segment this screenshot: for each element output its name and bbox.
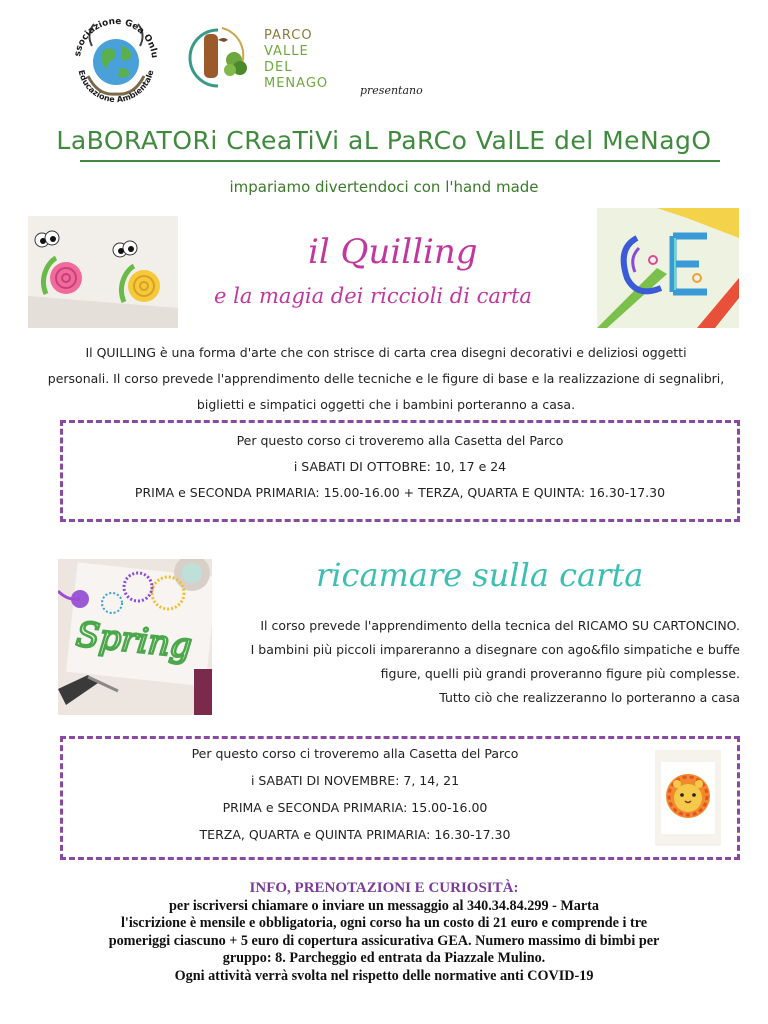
lion-craft-photo bbox=[655, 750, 721, 846]
ricamo-description-line: Il corso prevede l'apprendimento della tecnica del RICAMO SU CARTONCINO. bbox=[260, 618, 740, 633]
parco-logo-line-2: VALLE DEL bbox=[264, 44, 309, 75]
quilling-schedule bbox=[60, 428, 740, 506]
info-line: per iscriversi chiamare o inviare un messaggio al 340.34.84.299 - Marta bbox=[169, 897, 599, 914]
gea-logo bbox=[66, 6, 166, 110]
gea-logo-top-text: ssociazione Gea Onlu bbox=[73, 16, 160, 59]
ricamo-schedule bbox=[140, 740, 570, 848]
subtitle: impariamo divertendoci con l'hand made bbox=[229, 178, 539, 196]
quilling-description-line: biglietti e simpatici oggetti che i bambini porteranno a casa. bbox=[196, 397, 576, 412]
gea-logo-bottom-text: Educazione Ambientale bbox=[76, 69, 156, 105]
ricamo-title: ricamare sulla carta bbox=[316, 556, 644, 594]
quilling-subtitle: e la magia dei riccioli di carta bbox=[214, 284, 532, 308]
ricamo-schedule-line: Per questo corso ci troveremo alla Casetta del Parco bbox=[191, 746, 519, 761]
presentano-label: presentano bbox=[360, 84, 423, 97]
quilled-letters-photo bbox=[597, 208, 739, 328]
quilling-description-line: personali. Il corso prevede l'apprendimento delle tecniche e le figure di base e la realizzazione di segnalibri, bbox=[47, 371, 725, 386]
info-line: gruppo: 8. Parcheggio ed entrata da Piazzale Mulino. bbox=[222, 950, 546, 967]
parco-logo-text bbox=[264, 28, 338, 92]
quilling-schedule-line: i SABATI DI OTTOBRE: 10, 17 e 24 bbox=[293, 459, 507, 474]
quilling-schedule-line: Per questo corso ci troveremo alla Casetta del Parco bbox=[236, 433, 564, 448]
embroidery-spring-photo bbox=[58, 559, 212, 715]
main-title: LaBORATORi CReaTiVi aL PaRCo ValLE del MeNagO bbox=[56, 126, 712, 155]
parco-logo-line-1: PARCO bbox=[264, 28, 313, 43]
info-line: pomeriggi ciascuno + 5 euro di copertura assicurativa GEA. Numero massimo di bimbi per bbox=[108, 932, 660, 949]
spring-embroidered-text: Spring bbox=[74, 614, 194, 667]
parco-logo-line-3: MENAGO bbox=[264, 76, 329, 91]
ricamo-schedule-line: PRIMA e SECONDA PRIMARIA: 15.00-16.00 bbox=[222, 800, 488, 815]
info-heading: INFO, PRENOTAZIONI E CURIOSITÀ: bbox=[249, 880, 519, 896]
quilling-schedule-line: PRIMA e SECONDA PRIMARIA: 15.00-16.00 + TERZA, QUARTA E QUINTA: 16.30-17.30 bbox=[134, 485, 666, 500]
ricamo-schedule-line: i SABATI DI NOVEMBRE: 7, 14, 21 bbox=[250, 773, 460, 788]
info-block bbox=[0, 880, 768, 986]
ricamo-schedule-line: TERZA, QUARTA e QUINTA PRIMARIA: 16.30-17.30 bbox=[199, 827, 511, 842]
quilling-snails-photo bbox=[28, 216, 178, 328]
ricamo-description-line: Tutto ciò che realizzeranno lo porteranno a casa bbox=[439, 690, 740, 705]
info-line: l'iscrizione è mensile e obbligatoria, ogni corso ha un costo di 21 euro e comprende i tre bbox=[120, 915, 648, 932]
quilling-description bbox=[40, 340, 732, 418]
title-underline bbox=[80, 160, 720, 162]
ricamo-description bbox=[228, 614, 740, 710]
ricamo-description-line: figure, quelli più grandi proveranno figure più complesse. bbox=[380, 666, 740, 681]
ricamo-description-line: I bambini più piccoli impareranno a disegnare con ago&filo simpatiche e buffe bbox=[250, 642, 740, 657]
quilling-description-line: Il QUILLING è una forma d'arte che con strisce di carta crea disegni decorativi e deliziosi oggetti bbox=[85, 345, 687, 360]
info-line: Ogni attività verrà svolta nel rispetto delle normative anti COVID-19 bbox=[174, 967, 594, 984]
quilling-title: il Quilling bbox=[308, 232, 478, 272]
parco-logo bbox=[178, 24, 338, 91]
